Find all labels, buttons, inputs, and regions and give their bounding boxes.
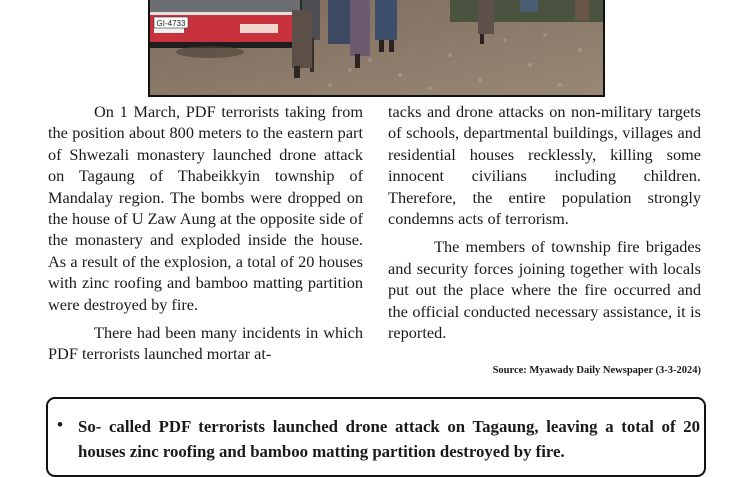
highlight-box bbox=[46, 397, 706, 477]
license-plate: GI-4733 bbox=[156, 19, 186, 28]
article-paragraph: tacks and drone attacks on non-military targets of schools, departmental buildings, villages and residential houses recklessly, killing some innocent civilians including children. Therefore, the entire population strongly condemns acts of terrorism. bbox=[388, 102, 701, 229]
highlight-item: So- called PDF terrorists launched drone attack on Tagaung, leaving a total of 20 houses zinc roofing and bamboo matting partition destroyed by fire. bbox=[78, 417, 700, 461]
article-right-column bbox=[388, 101, 701, 343]
article-paragraph: The members of township fire brigades and security forces joining together with locals put out the place where the fire occurred and the official conducted necessary assistance, it is reported. bbox=[388, 237, 701, 343]
article-paragraph: There had been many incidents in which PDF terrorists launched mortar at- bbox=[48, 323, 363, 364]
bullet-icon: • bbox=[57, 415, 63, 434]
source-credit: Source: Myawady Daily Newspaper (3-3-2024) bbox=[492, 365, 701, 376]
article-paragraph: On 1 March, PDF terrorists taking from the position about 800 meters to the eastern part of Shwezali monastery launched drone attack on Tagaung of Thabeikkyin township of Mandalay region. The bombs were dropped on the house of U Zaw Aung at the opposite side of the monastery and exploded inside the house. As a result of the explosion, a total of 20 houses with zinc roofing and bamboo matting partition were destroyed by fire. bbox=[48, 102, 363, 314]
article-left-column bbox=[48, 101, 363, 365]
photo-scene bbox=[150, 0, 605, 97]
news-photo bbox=[148, 0, 605, 97]
